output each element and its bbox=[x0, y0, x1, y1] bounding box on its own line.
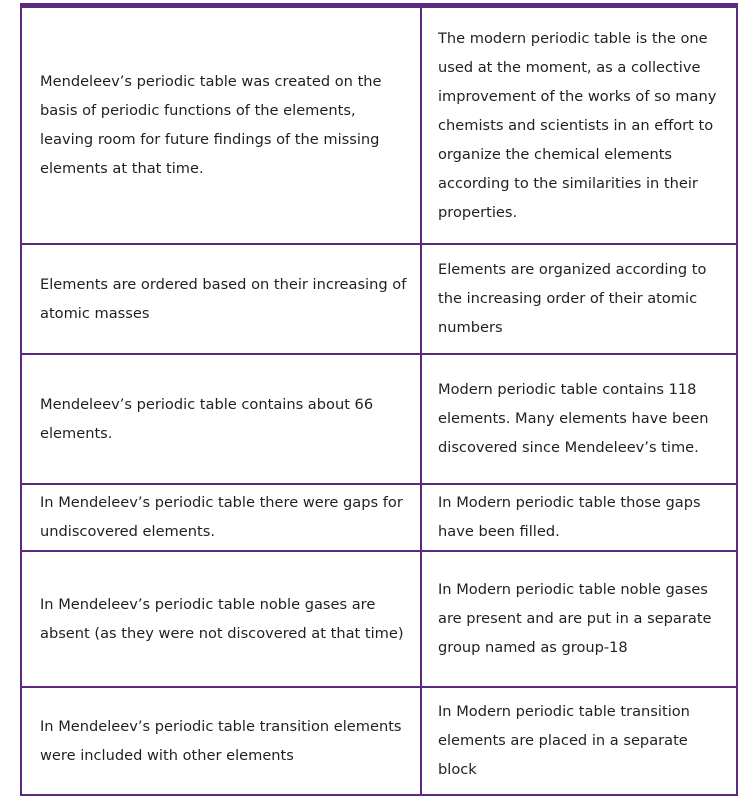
mendeleev-cell bbox=[21, 687, 421, 795]
table-row bbox=[21, 484, 737, 551]
mendeleev-text: Mendeleev’s periodic table was created on the basis of periodic functions of the elements, leaving room for future findings of the missing elements at that time. bbox=[40, 73, 382, 178]
modern-text: Elements are organized according to the increasing order of their atomic numbers bbox=[438, 261, 707, 336]
modern-cell bbox=[421, 244, 737, 354]
mendeleev-text: In Mendeleev’s periodic table transition elements were included with other elements bbox=[40, 717, 402, 764]
modern-cell bbox=[421, 6, 737, 244]
mendeleev-cell bbox=[21, 354, 421, 484]
mendeleev-cell bbox=[21, 244, 421, 354]
mendeleev-text: In Mendeleev’s periodic table there were gaps for undiscovered elements. bbox=[40, 494, 403, 540]
modern-cell bbox=[421, 484, 737, 551]
mendeleev-text: Mendeleev’s periodic table contains about 66 elements. bbox=[40, 395, 374, 442]
table-row bbox=[21, 6, 737, 244]
table-row bbox=[21, 354, 737, 484]
modern-text: In Modern periodic table transition elements are placed in a separate block bbox=[438, 703, 690, 778]
modern-text: In Modern periodic table those gaps have been filled. bbox=[438, 494, 701, 540]
table-row bbox=[21, 687, 737, 795]
modern-cell bbox=[421, 687, 737, 795]
table-row bbox=[21, 244, 737, 354]
comparison-table-body bbox=[21, 6, 737, 795]
modern-text: The modern periodic table is the one used at the moment, as a collective improvement of the works of so many chemists and scientists in an effort to organize the chemical elements according to the similarities in their properties. bbox=[438, 29, 717, 221]
modern-cell bbox=[421, 354, 737, 484]
table-row bbox=[21, 551, 737, 687]
modern-text: In Modern periodic table noble gases are present and are put in a separate group named as group-18 bbox=[438, 581, 712, 656]
mendeleev-cell bbox=[21, 6, 421, 244]
mendeleev-text: Elements are ordered based on their increasing of atomic masses bbox=[40, 275, 407, 322]
comparison-table bbox=[20, 3, 738, 796]
modern-cell bbox=[421, 551, 737, 687]
mendeleev-text: In Mendeleev’s periodic table noble gases are absent (as they were not discovered at that time) bbox=[40, 595, 404, 642]
mendeleev-cell bbox=[21, 551, 421, 687]
modern-text: Modern periodic table contains 118 elements. Many elements have been discovered since Mendeleev’s time. bbox=[438, 381, 709, 456]
mendeleev-cell bbox=[21, 484, 421, 551]
